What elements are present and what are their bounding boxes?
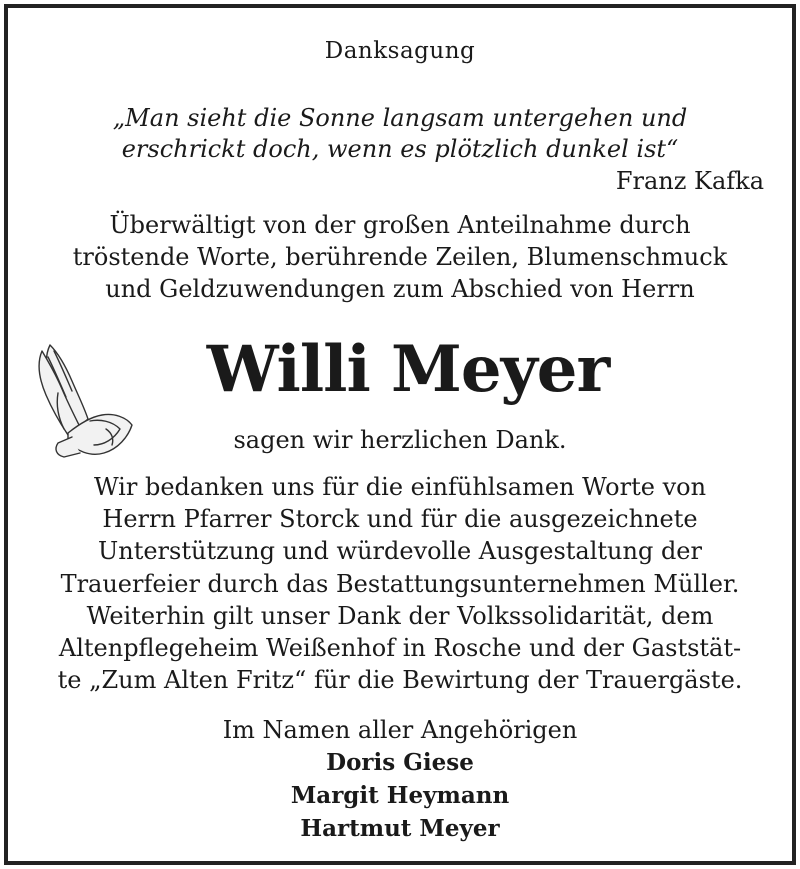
body-line-4: Trauerfeier durch das Bestattungsunternehmen Müller. <box>60 570 740 598</box>
body-line-1: Wir bedanken uns für die einfühlsamen Worte von <box>93 473 707 501</box>
signature-name: Doris Giese <box>326 749 474 776</box>
deceased-name: Willi Meyer <box>206 332 610 407</box>
thanks-line: sagen wir herzlichen Dank. <box>233 426 567 454</box>
body-line-3: Unterstützung und würdevolle Ausgestaltung der <box>98 537 702 565</box>
intro-line-3: und Geldzuwendungen zum Abschied von Herrn <box>105 275 695 303</box>
intro-line-1: Überwältigt von der großen Anteilnahme durch <box>109 211 691 239</box>
signature-name: Margit Heymann <box>290 782 510 809</box>
quote-line-1: „Man sieht die Sonne langsam untergehen und <box>112 104 688 132</box>
body-line-6: Altenpflegeheim Weißenhof in Rosche und der Gaststät- <box>58 634 742 662</box>
body-line-7: te „Zum Alten Fritz“ für die Bewirtung der Trauergäste. <box>57 666 743 694</box>
quote-author: Franz Kafka <box>615 167 764 195</box>
heading: Danksagung <box>324 38 476 64</box>
signature-name: Hartmut Meyer <box>300 815 500 842</box>
notice-frame <box>4 4 796 865</box>
signature-intro: Im Namen aller Angehörigen <box>222 716 578 744</box>
body-line-5: Weiterhin gilt unser Dank der Volkssolidarität, dem <box>86 602 714 630</box>
notice-content <box>8 8 792 861</box>
quote-line-2: erschrickt doch, wenn es plötzlich dunkel ist“ <box>121 135 679 163</box>
intro-line-2: tröstende Worte, berührende Zeilen, Blumenschmuck <box>72 243 728 271</box>
body-line-2: Herrn Pfarrer Storck und für die ausgezeichnete <box>102 505 698 533</box>
